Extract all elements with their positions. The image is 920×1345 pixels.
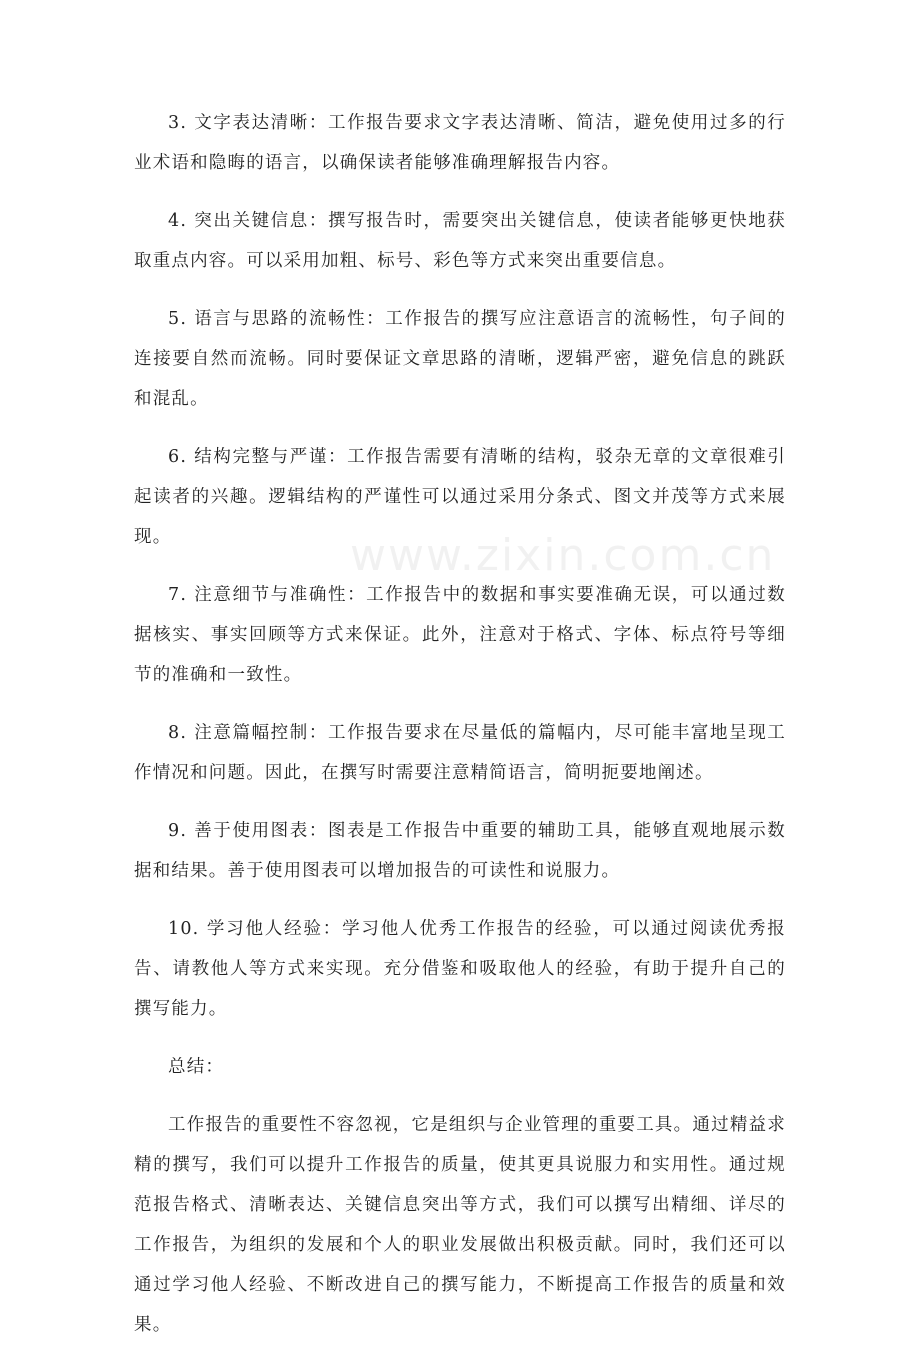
list-item-4: 4. 突出关键信息：撰写报告时，需要突出关键信息，使读者能够更快地获取重点内容。可以采用加粗、标号、彩色等方式来突出重要信息。 [134,211,786,271]
list-item-6: 6. 结构完整与严谨：工作报告需要有清晰的结构，驳杂无章的文章很难引起读者的兴趣。逻辑结构的严谨性可以通过采用分条式、图文并茂等方式来展现。 [134,447,786,547]
watermark: www.zixin.com.cn [350,530,776,581]
list-item-10: 10. 学习他人经验：学习他人优秀工作报告的经验，可以通过阅读优秀报告、请教他人等方式来实现。充分借鉴和吸取他人的经验，有助于提升自己的撰写能力。 [134,919,786,1019]
list-item-3: 3. 文字表达清晰：工作报告要求文字表达清晰、简洁，避免使用过多的行业术语和隐晦的语言，以确保读者能够准确理解报告内容。 [134,113,786,173]
list-item-5: 5. 语言与思路的流畅性：工作报告的撰写应注意语言的流畅性，句子间的连接要自然而流畅。同时要保证文章思路的清晰，逻辑严密，避免信息的跳跃和混乱。 [134,309,786,409]
summary-heading: 总结： [168,1057,225,1077]
list-item-9: 9. 善于使用图表：图表是工作报告中重要的辅助工具，能够直观地展示数据和结果。善于使用图表可以增加报告的可读性和说服力。 [134,821,786,881]
document-page [134,103,786,1345]
list-item-7: 7. 注意细节与准确性：工作报告中的数据和事实要准确无误，可以通过数据核实、事实回顾等方式来保证。此外，注意对于格式、字体、标点符号等细节的准确和一致性。 [134,585,786,685]
list-item-8: 8. 注意篇幅控制：工作报告要求在尽量低的篇幅内，尽可能丰富地呈现工作情况和问题。因此，在撰写时需要注意精简语言，简明扼要地阐述。 [134,723,786,783]
summary-paragraph: 工作报告的重要性不容忽视，它是组织与企业管理的重要工具。通过精益求精的撰写，我们可以提升工作报告的质量，使其更具说服力和实用性。通过规范报告格式、清晰表达、关键信息突出等方式，我们可以撰写出精细、详尽的工作报告，为组织的发展和个人的职业发展做出积极贡献。同时，我们还可以通过学习他人经验、不断改进自己的撰写能力，不断提高工作报告的质量和效果。 [134,1115,786,1335]
